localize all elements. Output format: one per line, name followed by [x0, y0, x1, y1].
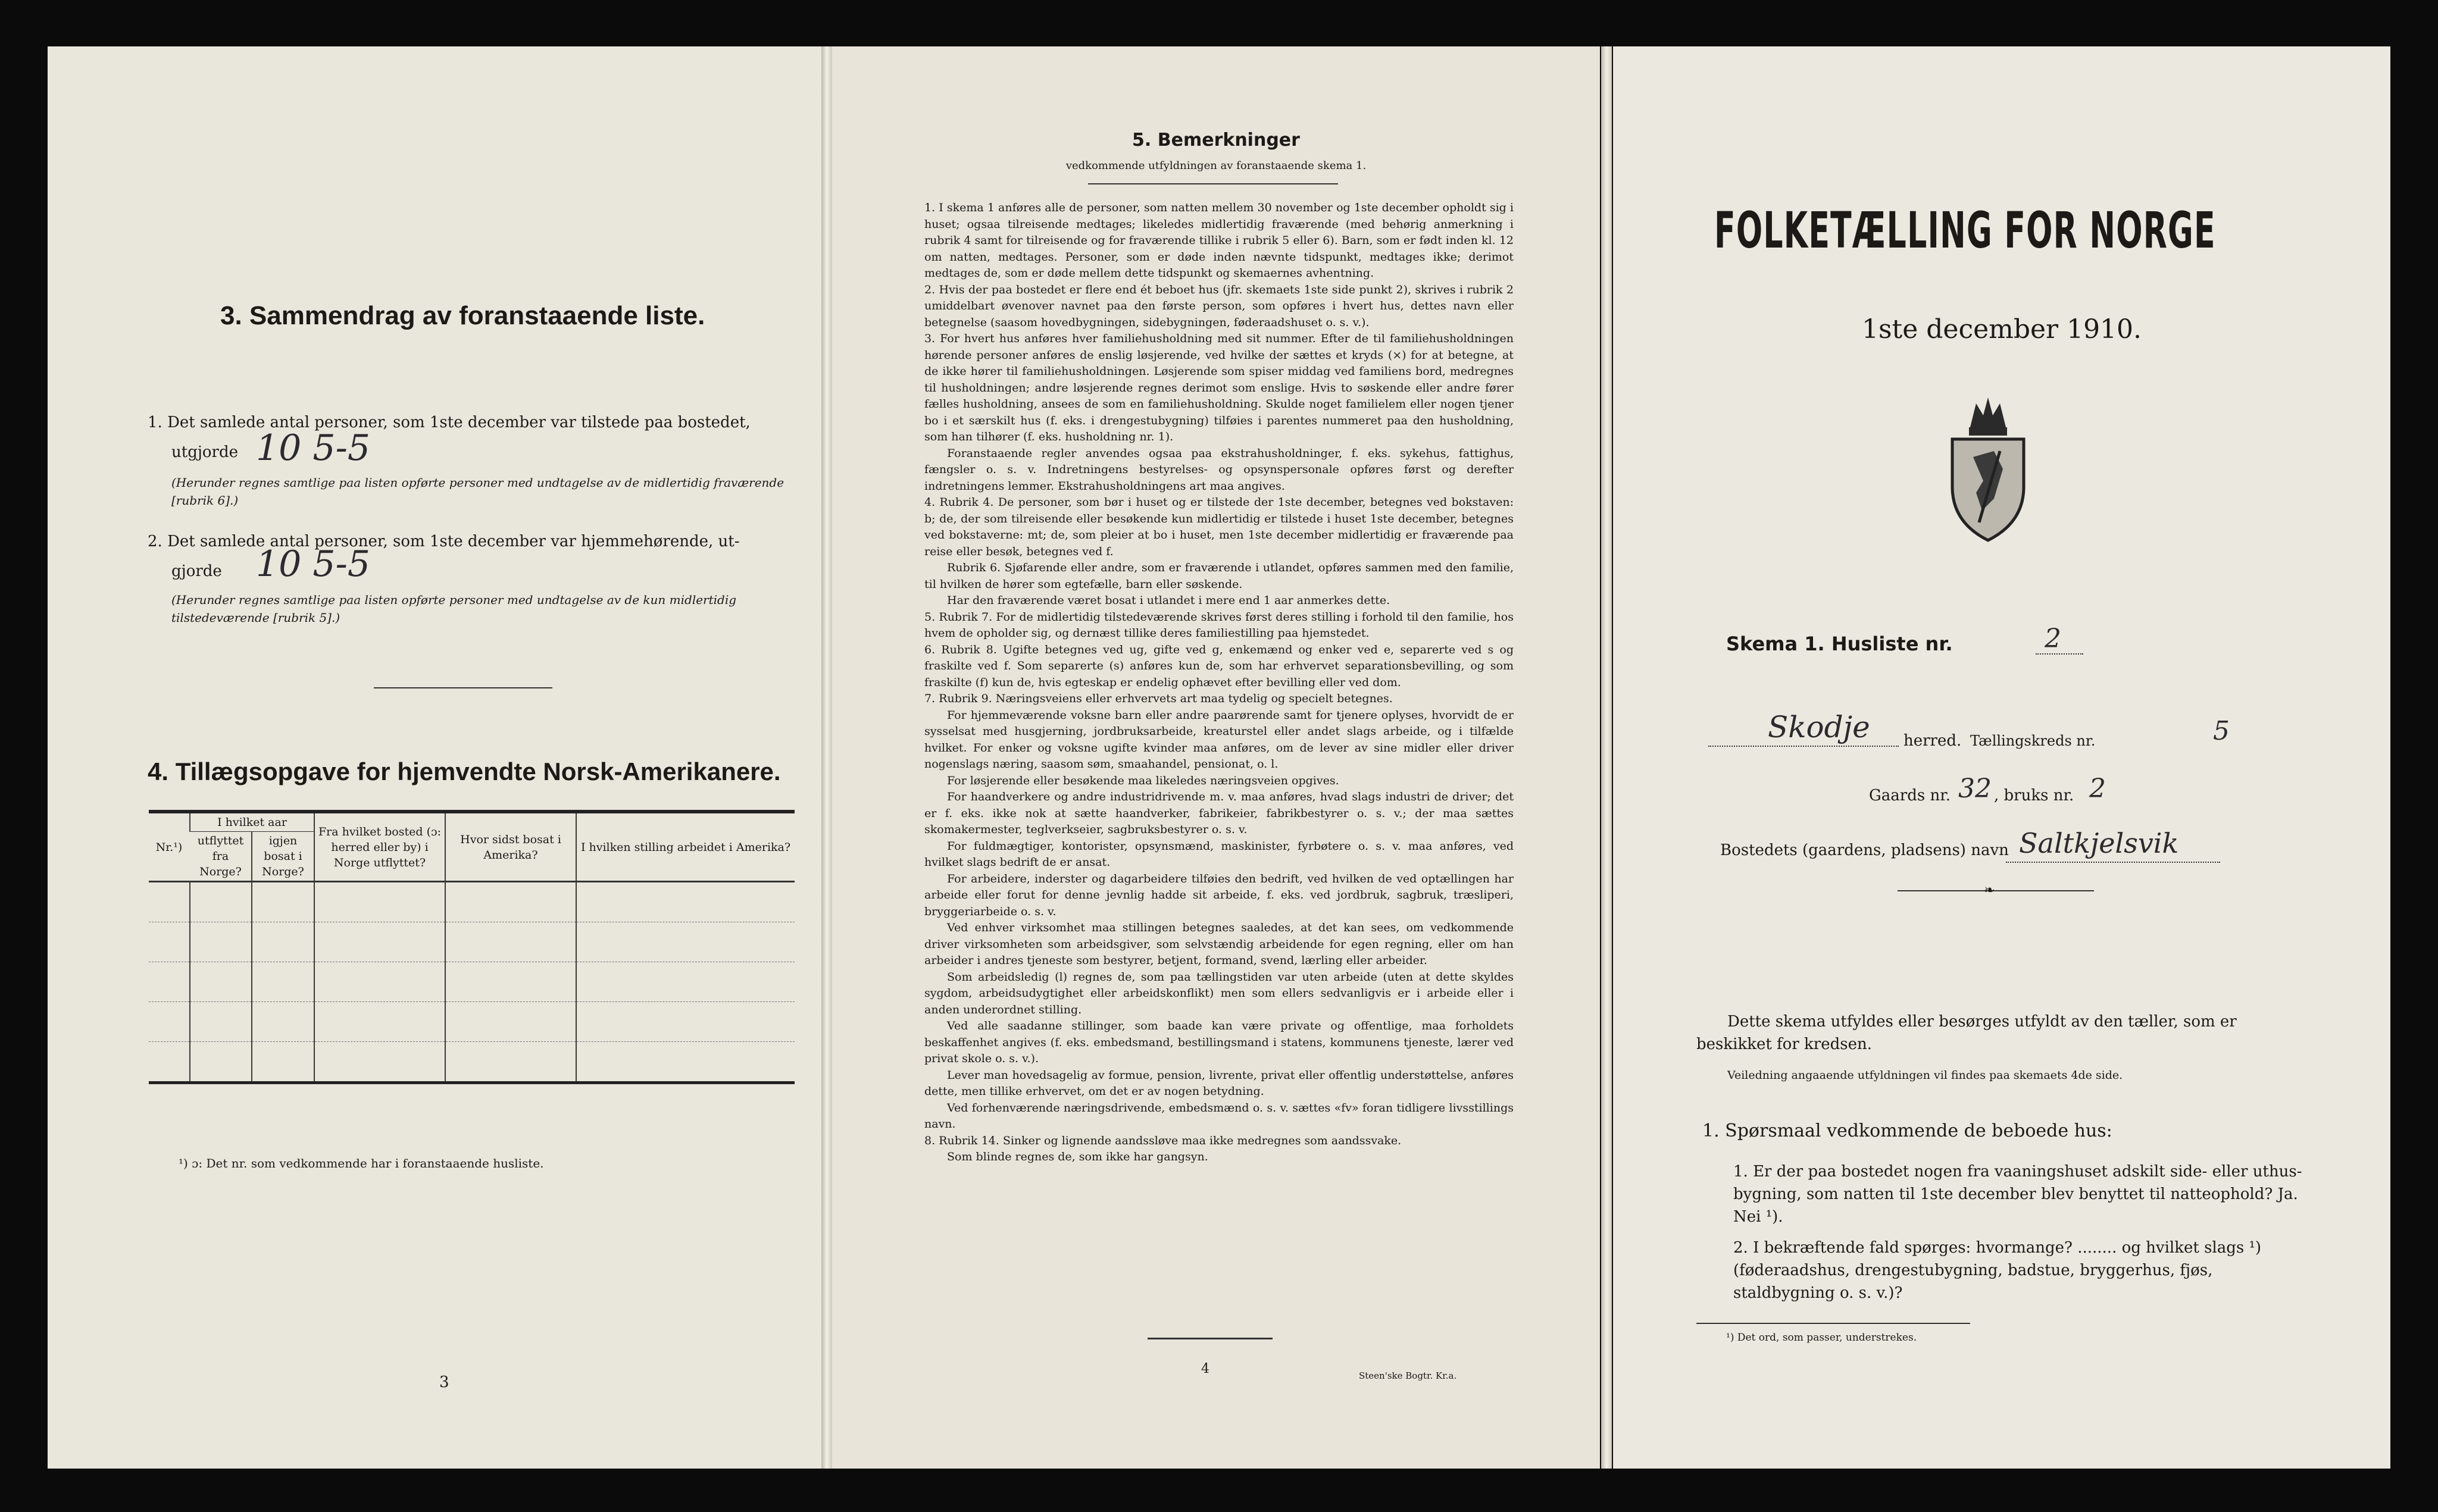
col-fra: Fra hvilket bosted (ɔ: herred eller by) i Norge utflyttet?	[314, 812, 445, 882]
divider	[1708, 746, 1899, 747]
returnee-table	[149, 810, 795, 1084]
bruks-label: , bruks nr.	[1994, 787, 2074, 804]
col-igjen: igjen bosat i Norge?	[252, 832, 314, 882]
col-nr: Nr.¹)	[149, 812, 190, 882]
remark-paragraph: 5. Rubrik 7. For de midlertidig tilstedeværende skrives først deres stilling i forhold til den familie, hos hvem de opholder sig, og dernæst tillike deres familiestilling paa hjemstedet.	[924, 610, 1514, 640]
page-fold	[1601, 46, 1612, 1469]
divider	[1148, 1338, 1273, 1339]
item2-note: (Herunder regnes samtlige paa listen opførte personer med undtagelse av de kun midlertidig tilstedeværende [rubrik 5].)	[171, 593, 737, 625]
remarks-subtitle: vedkommende utfyldningen av foranstaaende skema 1.	[1065, 159, 1367, 172]
remark-paragraph: For arbeidere, inderster og dagarbeidere tilføies den bedrift, ved hvilken de ved optællingen har arbeide eller forut for denne jevnlig hadde sit arbeide, f. eks. ved jordbruk, sagbruk, træsliperi, bryggeriarbeide o. s. v.	[924, 872, 1514, 918]
page-middle	[832, 46, 1600, 1469]
question1-1: 1. Er der paa bostedet nogen fra vaaningshuset adskilt side- eller uthus-bygning, som natten til 1ste december blev benyttet til natteophold? Ja. Nei ¹).	[1733, 1163, 2302, 1226]
section3-title: 3. Sammendrag av foranstaaende liste.	[220, 301, 705, 330]
table-row	[149, 1042, 795, 1083]
remark-paragraph: For løsjerende eller besøkende maa likeledes næringsveien opgives.	[947, 774, 1339, 787]
col-utflyttet: utflyttet fra Norge?	[190, 832, 252, 882]
herred-label: herred.	[1903, 732, 1962, 750]
ornament-icon: ❧	[1984, 883, 1995, 898]
remark-paragraph: 3. For hvert hus anføres hver familiehusholdning med sit nummer. Efter de til familiehusholdningen hørende personer anføres de enslig løsjerende, ved hvilke der sættes et kryds (×) for at betegne, at de ikke hører til familiehusholdningen. Løsjerende som spiser middag ved familiens bord, medregnes til husholdningen; andre løsjerende regnes derimot som enslige. Hvis to søskende eller andre fører fælles husholdning, ansees de som en familiehusholdning. Skulde noget familielem eller nogen tjener bo i et særskilt hus (f. eks. i drengestubygning) tilføies i parentes nummeret paa den husholdning, som han tilhører (f. eks. husholdning nr. 1).	[924, 332, 1514, 443]
col-stilling: I hvilken stilling arbeidet i Amerika?	[576, 812, 795, 882]
divider	[2006, 862, 2220, 863]
remark-paragraph: 1. I skema 1 anføres alle de personer, som natten mellem 30 november og 1ste december opholdt sig i huset; ogsaa tilreisende medtages; likeledes midlertidig fraværende (med behørig anmerkning i rubrik 4 samt for tilreisende og for fraværende tillike i rubrik 5 eller 6). Barn, som er født inden kl. 12 om natten, medtages. Personer, som er døde inden nævnte tidspunkt, medtages ikke; derimot medtages de, som er døde mellem dette tidspunkt og skemaernes avhentning.	[924, 201, 1514, 280]
table-row	[149, 922, 795, 962]
remark-paragraph: 4. Rubrik 4. De personer, som bør i huset og er tilstede der 1ste december, betegnes ved bokstaven: b; de, der som tilreisende eller besøkende kun midlertidig er tilstede i huset 1ste december, betegnes ved bokstaverne: mt; de, som pleier at bo i huset, men 1ste december midlertidig er fraværende paa reise eller besøk, betegnes ved f.	[924, 496, 1514, 558]
remark-paragraph: 7. Rubrik 9. Næringsveiens eller erhvervets art maa tydelig og specielt betegnes.	[924, 692, 1393, 705]
page-number: 4	[1201, 1361, 1209, 1376]
section4-title: 4. Tillægsopgave for hjemvendte Norsk-Amerikanere.	[148, 757, 781, 785]
remark-paragraph: Ved forhenværende næringsdrivende, embedsmænd o. s. v. sættes «fv» foran tidligere livsstillings navn.	[924, 1101, 1514, 1131]
remarks-body	[924, 200, 1514, 1166]
remark-paragraph: For hjemmeværende voksne barn eller andre paarørende samt for tjenere oplyses, hvorvidt de er sysselsat med husgjerning, jordbruksarbeide, kreaturstel eller andet slags arbeide, og i tilfælde hvilket. For enker og voksne ugifte kvinder maa anføres, om de lever av sine midler eller driver nogenslags næring, saasom søm, smaahandel, pensionat, o. l.	[924, 708, 1514, 771]
intro-text: Dette skema utfyldes eller besørges utfyldt av den tæller, som er beskikket for kredsen.	[1696, 1013, 2237, 1053]
remark-paragraph: For haandverkere og andre industridrivende m. v. maa anføres, hvad slags industri de driver; det er f. eks. ikke nok at sætte haandverker, fabrikeier, fabrikbestyrer o. s. v.; der maa sættes skomakermester, teglverkseier, sagbruksbestyrer o. s. v.	[924, 790, 1514, 836]
gaards-value: 32	[1958, 774, 1992, 804]
kreds-value: 5	[2213, 716, 2230, 746]
page-left	[48, 46, 824, 1469]
page-fold	[821, 46, 832, 1469]
table-row	[149, 882, 795, 922]
question1-2: 2. I bekræftende fald spørges: hvormange? ........ og hvilket slags ¹) (føderaadshus, drengestubygning, badstue, bryggerhus, fjøs, staldbygning o. s. v.)?	[1733, 1239, 2262, 1302]
col-hvor: Hvor sidst bosat i Amerika?	[445, 812, 576, 882]
remark-paragraph: Ved enhver virksomhet maa stillingen betegnes saaledes, at det kan sees, om vedkommende driver virksomheten som arbeidsgiver, som selvstændig arbeidende for egen regning, eller om han arbeider i andres tjeneste som bestyrer, betjent, formand, svend, lærling eller arbeider.	[924, 921, 1514, 967]
bruks-value: 2	[2089, 774, 2106, 804]
printer-mark: Steen'ske Bogtr. Kr.a.	[1359, 1370, 1457, 1381]
herred-value: Skodje	[1768, 710, 1870, 744]
remark-paragraph: Rubrik 6. Sjøfarende eller andre, som er fraværende i utlandet, opføres sammen med den familie, til hvilken de hører som egtefælle, barn eller søskende.	[924, 561, 1514, 591]
table-row	[149, 1002, 795, 1042]
item1-text: 1. Det samlede antal personer, som 1ste december var tilstede paa bostedet,	[148, 414, 751, 431]
remark-paragraph: For fuldmægtiger, kontorister, opsynsmænd, maskinister, fyrbøtere o. s. v. maa anføres, ved hvilket slags bedrift de er ansat.	[924, 839, 1514, 869]
remark-paragraph: 2. Hvis der paa bostedet er flere end ét beboet hus (jfr. skemaets 1ste side punkt 2), skrives i rubrik 2 umiddelbart øvenover navnet paa den første person, som opføres i hvert hus, dettes navn eller betegnelse (saasom hovedbygningen, sidebygningen, føderaadshuset o. s. v.).	[924, 283, 1514, 329]
remark-paragraph: Ved alle saadanne stillinger, som baade kan være private og offentlige, maa forholdets beskaffenhet angives (f. eks. embedsmand, bestillingsmand i statens, kommunens tjeneste, lærer ved privat skole o. s. v.).	[924, 1019, 1514, 1065]
census-date: 1ste december 1910.	[1861, 314, 2142, 345]
remark-paragraph: Lever man hovedsagelig av formue, pension, livrente, privat eller offentlig understøttelse, anføres dette, men tillike erhvervet, om det er av nogen betydning.	[924, 1068, 1514, 1098]
item2-value: 10 5-5	[256, 543, 371, 585]
remark-paragraph: Foranstaaende regler anvendes ogsaa paa ekstrahusholdninger, f. eks. sykehus, fattighus, fængsler o. s. v. Indretningens bestyrelses- og opsynspersonale opføres først og derefter indretningens lemmer. Ekstrahusholdningens art maa angives.	[924, 446, 1514, 493]
remarks-title: 5. Bemerkninger	[1132, 130, 1300, 151]
bosted-label: Bostedets (gaardens, pladsens) navn	[1720, 841, 2009, 859]
census-title: FOLKETÆLLING FOR NORGE	[1714, 201, 2216, 259]
col-group: I hvilket aar	[190, 812, 314, 832]
footnote: ¹) Det ord, som passer, understrekes.	[1726, 1332, 1917, 1344]
coat-of-arms-icon	[1946, 392, 2030, 546]
item2-text: 2. Det samlede antal personer, som 1ste december var hjemmehørende, ut-	[148, 533, 740, 550]
remark-paragraph: 6. Rubrik 8. Ugifte betegnes ved ug, gifte ved g, enkemænd og enker ved e, separerte ved s og fraskilte ved f. Som separerte (s) anføres kun de, som har erhvervet separationsbevilling, og som fraskilte (f) kun de, hvis egteskap er endelig ophævet efter bevilling eller ved dom.	[924, 643, 1514, 689]
skema-label: Skema 1. Husliste nr.	[1726, 633, 1953, 655]
bosted-value: Saltkjelsvik	[2019, 827, 2179, 859]
remark-paragraph: 8. Rubrik 14. Sinker og lignende aandssløve maa ikke medregnes som aandssvake.	[924, 1134, 1402, 1147]
page-number: 3	[439, 1373, 449, 1391]
item1-value: 10 5-5	[256, 427, 371, 469]
page-right	[1613, 46, 2390, 1469]
table-row	[149, 962, 795, 1002]
divider	[1898, 890, 2094, 891]
remark-paragraph: Har den fraværende været bosat i utlandet i mere end 1 aar anmerkes dette.	[947, 594, 1390, 607]
divider	[2036, 653, 2083, 655]
intro-note: Veiledning angaaende utfyldningen vil findes paa skemaets 4de side.	[1727, 1069, 2123, 1082]
husliste-nr: 2	[2045, 624, 2061, 654]
kreds-label: Tællingskreds nr.	[1970, 732, 2096, 749]
item1-utgjorde: utgjorde	[171, 443, 239, 461]
question1-title: 1. Spørsmaal vedkommende de beboede hus:	[1702, 1120, 2112, 1141]
divider	[374, 687, 552, 688]
gaards-label: Gaards nr.	[1869, 787, 1951, 804]
remark-paragraph: Som blinde regnes de, som ikke har gangsyn.	[947, 1150, 1208, 1163]
footnote: ¹) ɔ: Det nr. som vedkommende har i foranstaaende husliste.	[179, 1156, 544, 1170]
divider	[1696, 1323, 1970, 1324]
divider	[1088, 183, 1338, 184]
remark-paragraph: Som arbeidsledig (l) regnes de, som paa tællingstiden var uten arbeide (uten at dette skyldes sygdom, arbeidsudygtighet eller arbeidskonflikt) men som ellers sedvanligvis er i arbeide eller i anden underordnet stilling.	[924, 970, 1514, 1016]
item1-note: (Herunder regnes samtlige paa listen opførte personer med undtagelse av de midlertidig fraværende [rubrik 6].)	[171, 475, 784, 508]
item2-utgjorde: gjorde	[171, 562, 222, 580]
